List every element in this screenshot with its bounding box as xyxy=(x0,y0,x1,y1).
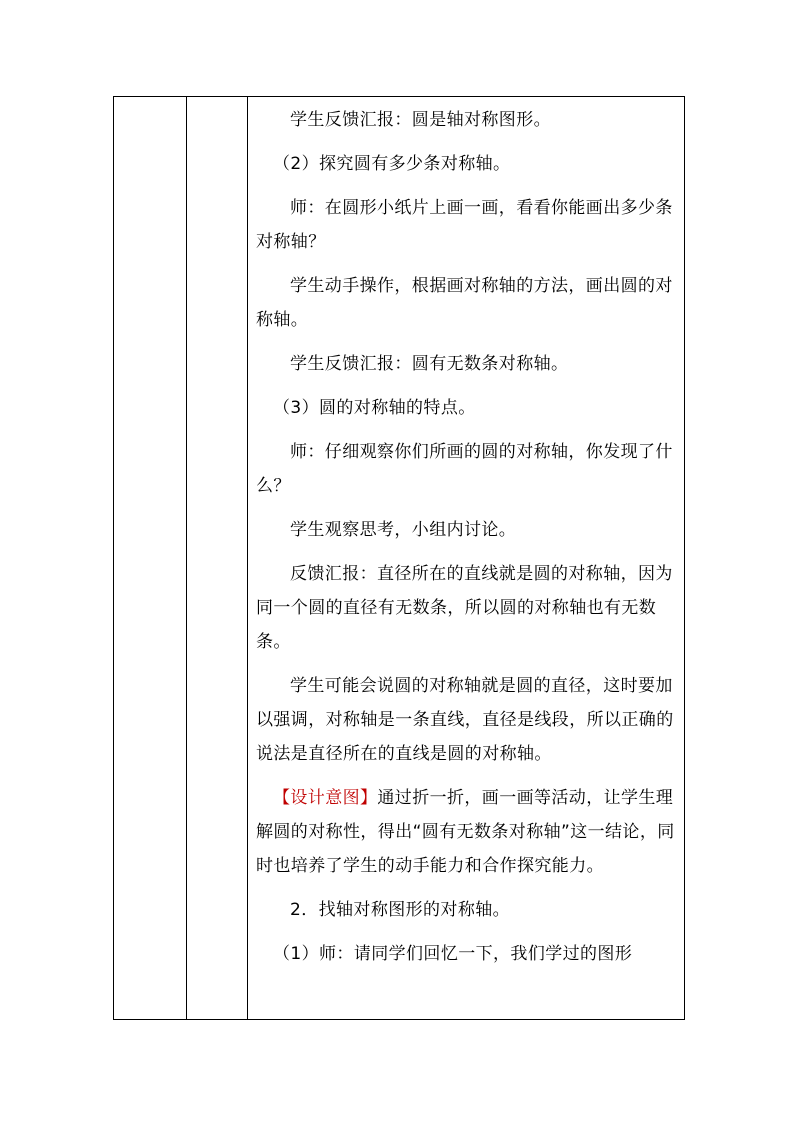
paragraph: 师：仔细观察你们所画的圆的对称轴，你发现了什么？ xyxy=(256,442,673,496)
paragraph: （2）探究圆有多少条对称轴。 xyxy=(273,154,511,174)
design-intent-text: 通过折一折，画一画等活动，让学生理解圆的对称性，得出“圆有无数条对称轴”这一结论，同时也培养了学生的动手能力和合作探究能力。 xyxy=(256,788,675,876)
paragraph: 师：在圆形小纸片上画一画，看看你能画出多少条对称轴？ xyxy=(256,198,673,252)
section-heading: 2．找轴对称图形的对称轴。 xyxy=(290,900,511,920)
paragraph: 反馈汇报：直径所在的直线就是圆的对称轴，因为同一个圆的直径有无数条，所以圆的对称轴也有无数条。 xyxy=(256,564,673,652)
design-intent-label: 【设计意图】 xyxy=(273,788,378,808)
paragraph: 学生可能会说圆的对称轴就是圆的直径，这时要加以强调，对称轴是一条直线，直径是线段，所以正确的说法是直径所在的直线是圆的对称轴。 xyxy=(256,676,674,764)
paragraph: 学生观察思考，小组内讨论。 xyxy=(290,520,517,540)
lesson-table xyxy=(113,96,685,1020)
paragraph: （1）师：请同学们回忆一下，我们学过的图形 xyxy=(273,944,633,964)
paragraph: 学生反馈汇报：圆是轴对称图形。 xyxy=(290,110,551,130)
lesson-content-cell xyxy=(248,97,684,1019)
paragraph: 学生动手操作，根据画对称轴的方法，画出圆的对称轴。 xyxy=(256,276,673,330)
column-divider-1 xyxy=(186,97,187,1019)
paragraph: （3）圆的对称轴的特点。 xyxy=(273,398,476,418)
paragraph: 学生反馈汇报：圆有无数条对称轴。 xyxy=(290,354,569,374)
design-intent-paragraph xyxy=(256,781,678,883)
